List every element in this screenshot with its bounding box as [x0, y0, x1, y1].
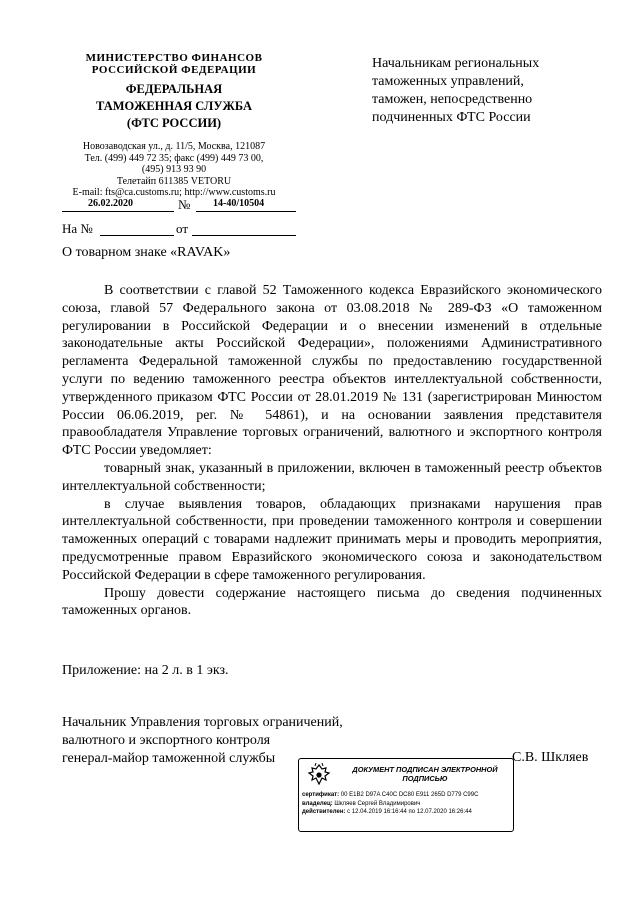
- date-underline: [62, 211, 174, 212]
- body-paragraph-4: Прошу довести содержание настоящего письма до сведения подчиненных таможенных органов.: [62, 585, 602, 619]
- ref-label: На №: [62, 221, 93, 236]
- stamp-owner-row: [302, 800, 510, 809]
- eagle-emblem-icon: [303, 762, 335, 788]
- sender-phone2: (495) 913 93 90: [141, 164, 207, 175]
- addressee-line4: подчиненных ФТС России: [372, 110, 531, 125]
- service-name-line1: ФЕДЕРАЛЬНАЯ: [125, 82, 223, 96]
- addressee-line2: таможенных управлений,: [372, 74, 524, 89]
- stamp-valid-value: с 12.04.2019 16:16:44 по 12.07.2020 16:26:44: [347, 809, 472, 815]
- from-underline: [192, 235, 296, 236]
- stamp-cert-row: [302, 791, 510, 800]
- stamp-valid-label: действителен:: [302, 809, 346, 815]
- stamp-valid-row: [302, 808, 510, 817]
- signer-name: С.В. Шкляев: [512, 750, 589, 765]
- letter-date: 26.02.2020: [88, 198, 133, 209]
- attachment-note: Приложение: на 2 л. в 1 экз.: [62, 663, 229, 678]
- sender-header: [40, 52, 308, 199]
- stamp-details: [302, 791, 510, 817]
- signer-title-line2: валютного и экспортного контроля: [62, 733, 271, 748]
- sender-teletype: Телетайп 611385 VETORU: [116, 175, 232, 187]
- ministry-name-line2: РОССИЙСКОЙ ФЕДЕРАЦИИ: [91, 64, 257, 76]
- signer-title-line3: генерал-майор таможенной службы: [62, 751, 276, 766]
- ministry-name-line1: МИНИСТЕРСТВО ФИНАНСОВ: [85, 52, 263, 64]
- ref-underline: [100, 235, 174, 236]
- number-underline: [196, 211, 296, 212]
- sender-phone: Тел. (499) 449 72 35; факс (499) 449 73 00,: [84, 152, 264, 164]
- letter-body: [62, 282, 602, 620]
- addressee-line3: таможен, непосредственно: [372, 92, 533, 107]
- addressee-block: [372, 55, 612, 127]
- sender-email: E-mail: fts@ca.customs.ru; http://www.customs.ru: [72, 187, 276, 198]
- stamp-title: ДОКУМЕНТ ПОДПИСАН ЭЛЕКТРОННОЙ ПОДПИСЬЮ: [352, 765, 498, 783]
- sender-contacts: [40, 141, 308, 199]
- body-paragraph-1: В соответствии с главой 52 Таможенного кодекса Евразийского экономического союза, главой 57 Федерального закона от 03.08.2018 № 289-ФЗ «О таможенном регулировании в Российской Федерации и о внесении изменений в отдельные законодательные акты Российской Федерации», положениями Административного регламента Федеральной таможенной службы по предоставлению государственной услуги по ведению таможенного реестра объектов интеллектуальной собственности, утвержденного приказом ФТС России от 28.01.2019 № 131 (зарегистрирован Минюстом России 06.06.2019, рег. № 54861), и на основании заявления представителя правообладателя Управление торговых ограничений, валютного и экспортного контроля ФТС России уведомляет:: [62, 283, 602, 459]
- from-label: от: [176, 221, 189, 236]
- electronic-signature-stamp: [298, 758, 514, 832]
- service-name-line2: ТАМОЖЕННАЯ СЛУЖБА: [96, 99, 252, 113]
- number-sign: №: [178, 197, 191, 212]
- letter-number: 14-40/10504: [213, 198, 265, 209]
- service-name-line3: (ФТС РОССИИ): [126, 116, 222, 130]
- stamp-cert-value: 00 E1B2 D97A C40C DC80 E911 265D D779 C99C: [340, 792, 479, 798]
- body-paragraph-3: в случае выявления товаров, обладающих признаками нарушения прав интеллектуальной собственности, при проведении таможенного контроля и совершении таможенных операций с товарами надлежит принимать меры и проводить мероприятия, предусмотренные правом Евразийского экономического союза и законодательством Российской Федерации в сфере таможенного регулирования.: [62, 496, 602, 583]
- sender-address: Новозаводская ул., д. 11/5, Москва, 121087: [82, 141, 266, 152]
- stamp-cert-label: сертификат:: [302, 792, 340, 798]
- signer-title-line1: Начальник Управления торговых ограничений,: [62, 715, 343, 730]
- addressee-line1: Начальникам региональных: [372, 56, 540, 71]
- stamp-owner-value: Шкляев Сергей Владимирович: [334, 800, 421, 807]
- stamp-owner-label: владелец:: [302, 800, 333, 807]
- letter-subject: О товарном знаке «RAVAK»: [62, 245, 231, 260]
- body-paragraph-2: товарный знак, указанный в приложении, включен в таможенный реестр объектов интеллектуальной собственности;: [62, 460, 602, 494]
